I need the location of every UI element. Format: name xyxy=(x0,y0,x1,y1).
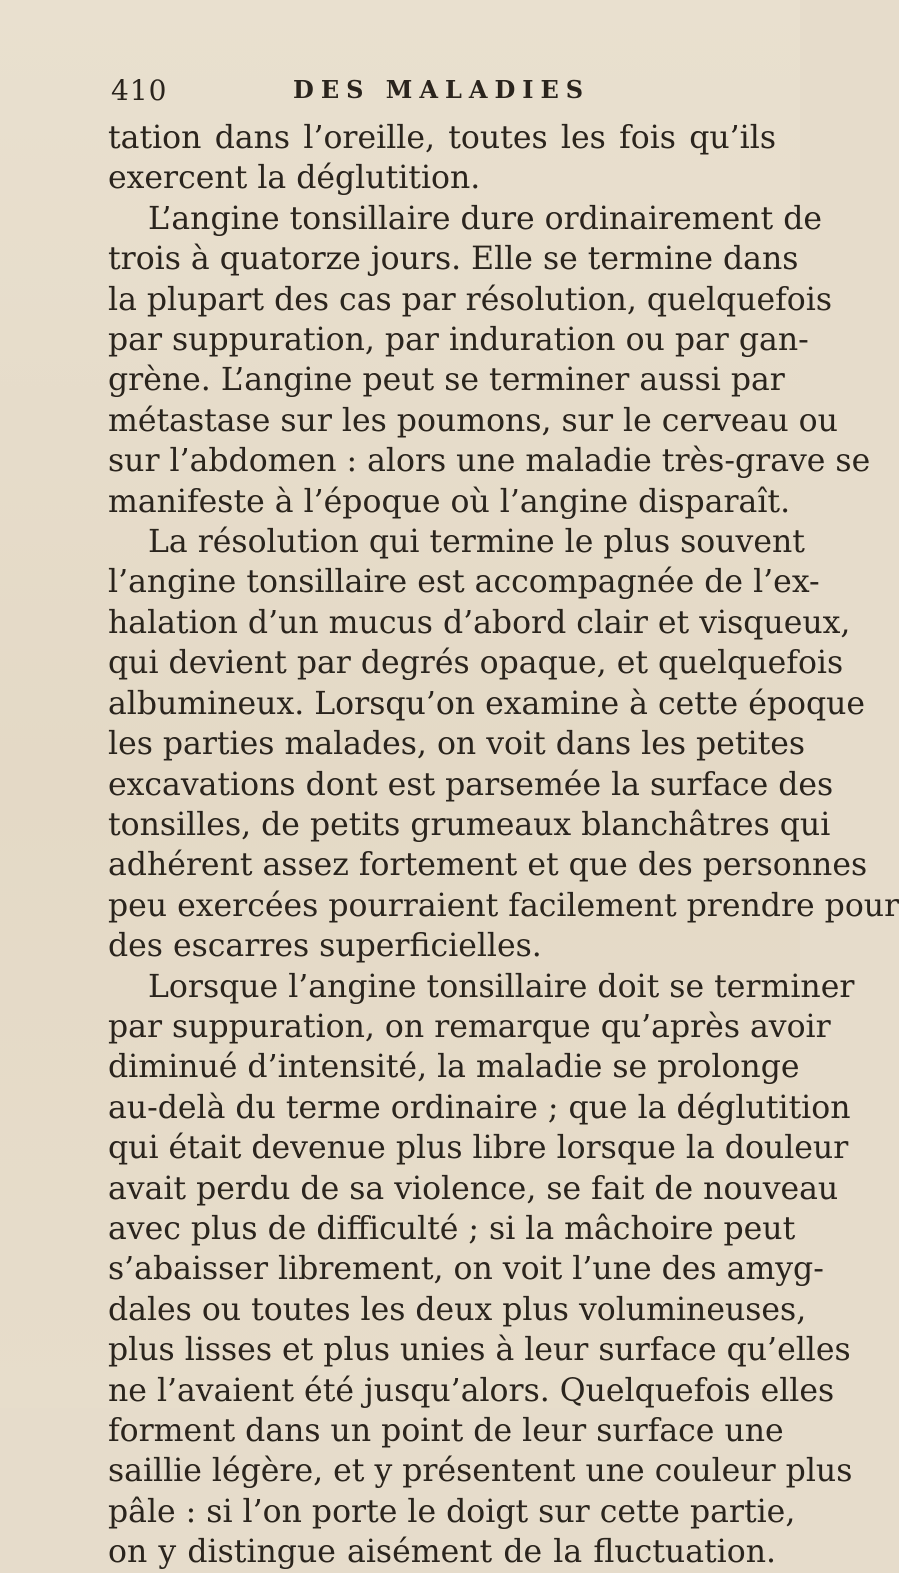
page-number: 410 xyxy=(111,74,168,107)
text-line: manifeste à l’époque où l’angine disparaît. xyxy=(108,483,791,520)
text-line: on y distingue aisément de la fluctuation. xyxy=(108,1534,776,1571)
text-line: peu exercées pourraient facilement prendre pour xyxy=(108,887,899,924)
text-line: saillie légère, et y présentent une couleur plus xyxy=(108,1453,853,1490)
text-line: avait perdu de sa violence, se fait de nouveau xyxy=(108,1170,839,1207)
text-line: halation d’un mucus d’abord clair et visqueux, xyxy=(108,604,851,641)
text-line: qui devient par degrés opaque, et quelquefois xyxy=(108,645,844,682)
text-line: les parties malades, on voit dans les petites xyxy=(108,726,806,763)
text-line: ne l’avaient été jusqu’alors. Quelquefois elles xyxy=(108,1372,835,1409)
paragraph-start-line: La résolution qui termine le plus souvent xyxy=(148,524,805,561)
text-line: tation dans l’oreille, toutes les fois qu’ils xyxy=(108,120,776,156)
text-line: plus lisses et plus unies à leur surface qu’elles xyxy=(108,1332,851,1369)
text-line: s’abaisser librement, on voit l’une des amyg- xyxy=(108,1251,824,1288)
text-line: adhérent assez fortement et que des personnes xyxy=(108,847,868,884)
text-line: métastase sur les poumons, sur le cerveau ou xyxy=(108,402,838,439)
running-title: DES MALADIES xyxy=(293,75,591,104)
text-line: par suppuration, par induration ou par gan- xyxy=(108,322,809,359)
text-line: albumineux. Lorsqu’on examine à cette époque xyxy=(108,685,866,722)
text-line: la plupart des cas par résolution, quelquefois xyxy=(108,281,832,318)
text-line: par suppuration, on remarque qu’après avoir xyxy=(108,1008,831,1045)
text-line: des escarres superficielles. xyxy=(108,928,542,965)
text-line: l’angine tonsillaire est accompagnée de l’ex- xyxy=(108,564,820,601)
text-line: excavations dont est parsemée la surface des xyxy=(108,766,834,803)
text-line: qui était devenue plus libre lorsque la douleur xyxy=(108,1130,849,1167)
text-line: exercent la déglutition. xyxy=(108,160,481,197)
running-head xyxy=(108,60,776,106)
text-line: grène. L’angine peut se terminer aussi par xyxy=(108,362,785,399)
text-line: dales ou toutes les deux plus volumineuses, xyxy=(108,1291,807,1328)
text-line: forment dans un point de leur surface une xyxy=(108,1413,784,1449)
paragraph-start-line: L’angine tonsillaire dure ordinairement de xyxy=(148,200,823,237)
text-line: diminué d’intensité, la maladie se prolonge xyxy=(108,1049,800,1086)
text-line: avec plus de difficulté ; si la mâchoire peut xyxy=(108,1210,796,1247)
text-line: sur l’abdomen : alors une maladie très-grave se xyxy=(108,443,871,480)
body-text xyxy=(108,118,899,1573)
text-line: tonsilles, de petits grumeaux blanchâtres qui xyxy=(108,806,831,843)
text-line: pâle : si l’on porte le doigt sur cette partie, xyxy=(108,1493,796,1530)
text-line: trois à quatorze jours. Elle se termine dans xyxy=(108,241,799,278)
text-line: au-delà du terme ordinaire ; que la déglutition xyxy=(108,1089,851,1126)
paragraph-start-line: Lorsque l’angine tonsillaire doit se terminer xyxy=(148,968,855,1005)
